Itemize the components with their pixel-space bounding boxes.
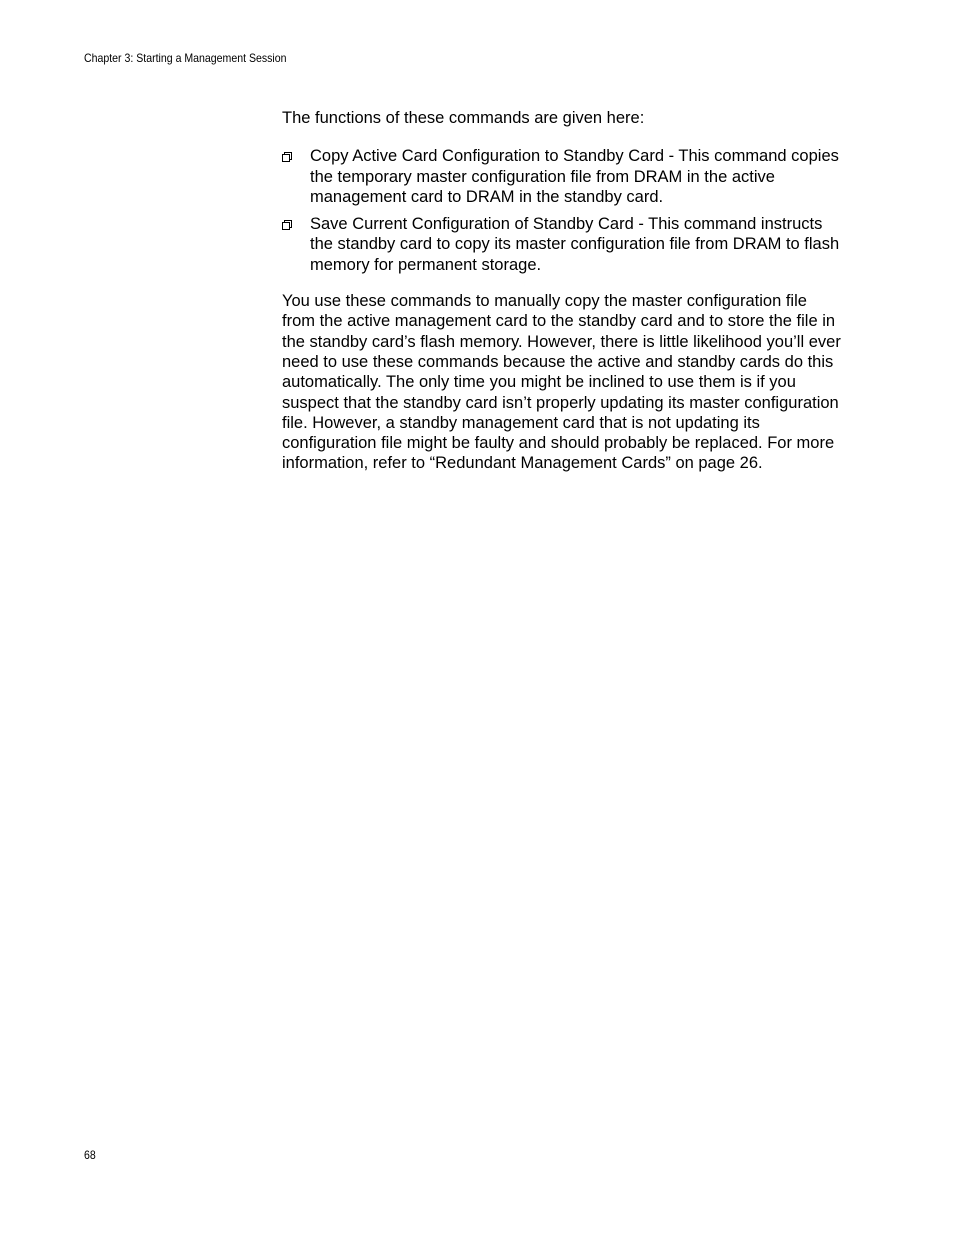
list-item <box>282 146 842 207</box>
list-item <box>282 214 842 275</box>
page-number: 68 <box>84 1148 96 1162</box>
list-item-text: Save Current Configuration of Standby Card - This command instructs the standby card to copy its master configuration file from DRAM to flash memory for permanent storage. <box>310 215 840 274</box>
box-bullet-icon <box>282 220 291 229</box>
main-content <box>282 108 842 474</box>
list-item-text: Copy Active Card Configuration to Standby Card - This command copies the temporary master configuration file from DRAM in the active management card to DRAM in the standby card. <box>310 147 839 206</box>
intro-text: The functions of these commands are given here: <box>282 109 645 127</box>
command-list <box>282 146 842 275</box>
running-header: Chapter 3: Starting a Management Session <box>84 51 287 65</box>
box-bullet-icon <box>282 152 291 161</box>
body-paragraph: You use these commands to manually copy the master configuration file from the active management card to the standby card and to store the file in the standby card’s flash memory. However, there is little likelihood you’ll ever need to use these commands because the active and standby cards do this automatically. The only time you might be inclined to use them is if you suspect that the standby card isn’t properly updating its master configuration file. However, a standby management card that is not updating its configuration file might be faulty and should probably be replaced. For more information, refer to “Redundant Management Cards” on page 26. <box>282 292 841 473</box>
